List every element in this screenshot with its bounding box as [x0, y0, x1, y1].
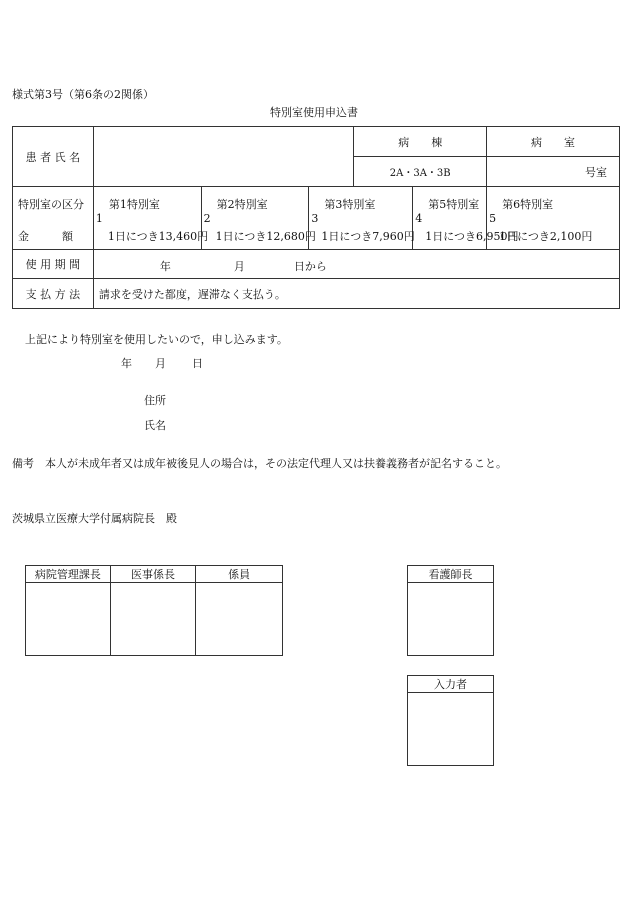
- room-4-price: 1日につき6,950円: [425, 230, 519, 243]
- room-3-price: 1日につき7,960円: [321, 230, 415, 243]
- room-3-number: 3: [311, 212, 319, 225]
- form-number: 様式第3号（第6条の2関係）: [12, 88, 154, 101]
- date-day: 日: [192, 357, 203, 370]
- room-label: 病 室: [487, 127, 620, 157]
- patient-name-label: 患 者 氏 名: [13, 127, 94, 187]
- stamp-box-chief[interactable]: [110, 583, 196, 656]
- date-month: 月: [155, 357, 166, 370]
- payment-label: 支 払 方 法: [13, 279, 94, 309]
- room-5-number: 5: [489, 212, 497, 225]
- room-4-number: 4: [415, 212, 423, 225]
- room-4-name: 第5特別室: [428, 198, 480, 211]
- room-option-4[interactable]: [413, 187, 519, 250]
- stamp-header-nurse: 看護師長: [408, 566, 494, 583]
- room-1-name: 第1特別室: [108, 198, 160, 211]
- period-label: 使 用 期 間: [13, 250, 94, 279]
- stamp-header-chief: 医事係長: [110, 566, 196, 583]
- approval-stamp-boxes: [25, 565, 283, 656]
- nurse-stamp-box: [407, 565, 494, 656]
- stamp-box-manager[interactable]: [26, 583, 111, 656]
- room-1-price: 1日につき13,460円: [107, 230, 209, 243]
- period-field[interactable]: [93, 250, 619, 279]
- stamp-box-nurse[interactable]: [408, 583, 494, 656]
- name-label: 氏名: [144, 419, 166, 432]
- room-class-label: 特別室の区分: [18, 198, 84, 211]
- application-table: [12, 126, 620, 309]
- input-stamp-box: [407, 675, 494, 766]
- statement: 上記により特別室を使用したいので，申し込みます。: [25, 333, 288, 346]
- stamp-header-manager: 病院管理課長: [26, 566, 111, 583]
- room-5-price: 1日につき2,100円: [499, 230, 593, 243]
- ward-label: 病 棟: [354, 127, 487, 157]
- room-class-amount-label: [13, 187, 94, 250]
- period-year: 年: [159, 260, 171, 273]
- amount-label: 金 額: [18, 230, 73, 243]
- ward-value: 2A・3A・3B: [354, 157, 487, 187]
- stamp-header-staff: 係員: [196, 566, 283, 583]
- room-field[interactable]: [487, 157, 620, 187]
- room-option-1[interactable]: [93, 187, 209, 250]
- room-2-price: 1日につき12,680円: [215, 230, 316, 243]
- patient-name-field[interactable]: [93, 127, 353, 187]
- address-label: 住所: [144, 394, 166, 407]
- date-year: 年: [121, 357, 132, 370]
- form-title: 特別室使用申込書: [270, 106, 358, 119]
- room-suffix: 号室: [585, 165, 607, 179]
- period-day: 日から: [293, 260, 327, 273]
- room-option-5[interactable]: [487, 187, 620, 250]
- room-2-number: 2: [203, 212, 211, 225]
- room-5-name: 第6特別室: [502, 198, 554, 211]
- room-option-2[interactable]: [201, 187, 316, 250]
- addressee: 茨城県立医療大学付属病院長 殿: [12, 512, 177, 525]
- stamp-header-input: 入力者: [408, 676, 494, 693]
- payment-value: 請求を受けた都度，遅滞なく支払う。: [93, 279, 619, 309]
- stamp-box-input[interactable]: [408, 693, 494, 766]
- room-3-name: 第3特別室: [324, 198, 376, 211]
- period-month: 月: [233, 260, 245, 273]
- room-1-number: 1: [95, 212, 103, 225]
- stamp-box-staff[interactable]: [196, 583, 283, 656]
- remarks: 備考 本人が未成年者又は成年被後見人の場合は，その法定代理人又は扶養義務者が記名すること。: [12, 457, 507, 470]
- room-option-3[interactable]: [309, 187, 413, 250]
- room-2-name: 第2特別室: [216, 198, 268, 211]
